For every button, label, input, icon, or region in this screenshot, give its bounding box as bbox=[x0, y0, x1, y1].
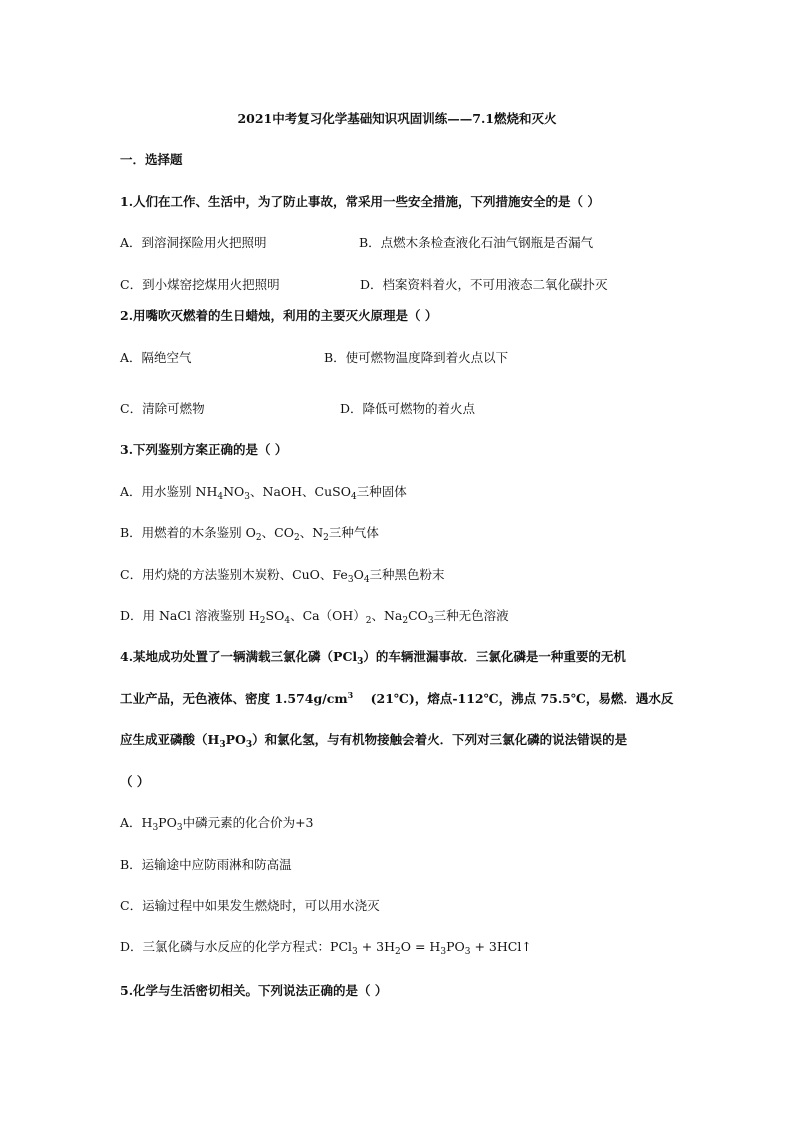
question-4-answer-blank: （ ） bbox=[120, 774, 150, 789]
question-1-option-b: B．点燃木条检查液化石油气钢瓶是否漏气 bbox=[359, 235, 594, 250]
question-5-stem: 5.化学与生活密切相关。下列说法正确的是（ ） bbox=[120, 983, 388, 998]
question-1-option-d: D．档案资料着火，不可用液态二氧化碳扑灭 bbox=[360, 277, 608, 292]
question-4-stem-line-3: 应生成亚磷酸$(H_3PO_3)$和氯化氢，与有机物接触会着火．下列对三氯化磷的说法错误的是 bbox=[120, 732, 628, 750]
question-1-stem: 1.人们在工作、生活中，为了防止事故，常采用一些安全措施，下列措施安全的是（ ） bbox=[120, 194, 600, 209]
question-3-option-b: B．用燃着的木条鉴别 $O_2$、$CO_2$、$N_2$三种气体 bbox=[120, 525, 379, 543]
question-2-option-a: A．隔绝空气 bbox=[120, 350, 192, 365]
question-2-option-c: C．清除可燃物 bbox=[120, 401, 205, 416]
question-3-stem: 3.下列鉴别方案正确的是（ ） bbox=[120, 442, 288, 457]
question-4-option-c: C．运输过程中如果发生燃烧时，可以用水浇灭 bbox=[120, 898, 380, 913]
question-1-option-c: C．到小煤窑挖煤用火把照明 bbox=[120, 277, 280, 292]
question-2-option-b: B．使可燃物温度降到着火点以下 bbox=[324, 350, 509, 365]
page-title: 2021中考复习化学基础知识巩固训练——7.1燃烧和灭火 bbox=[237, 111, 557, 126]
question-4-stem-line-1: 4.某地成功处置了一辆满载三氯化磷（PCl$_3$）的车辆泄漏事故．三氯化磷是一种重要的无机 bbox=[120, 649, 626, 667]
question-3-option-a: A．用水鉴别 $NH_4NO_3$、NaOH、CuSO$_4$三种固体 bbox=[120, 484, 407, 502]
section-heading: 一．选择题 bbox=[120, 152, 183, 167]
question-1-option-a: A．到溶洞探险用火把照明 bbox=[120, 235, 267, 250]
question-4-stem-line-2: 工业产品，无色液体、密度 $1.574g/cm^3$ (21℃)，熔点-112℃，沸点 75.5℃，易燃．遇水反 bbox=[120, 690, 674, 706]
question-4-option-a: A．$H_3PO_3$中磷元素的化合价为+3 bbox=[120, 815, 314, 833]
question-4-option-d: D．三氯化磷与水反应的化学方程式：$PCl_3 + 3H_2O = H_3PO_3$ + 3HCl↑ bbox=[120, 939, 532, 957]
question-4-option-b: B．运输途中应防雨淋和防高温 bbox=[120, 857, 292, 872]
chemical-equation: $PCl_3 + 3H_2O = H_3PO_3$ + 3HCl↑ bbox=[330, 939, 532, 957]
question-3-option-d: D．用 NaCl 溶液鉴别 $H_2SO_4$、$Ca(OH)_2$、$Na_2CO_3$三种无色溶液 bbox=[120, 608, 509, 626]
question-3-option-c: C．用灼烧的方法鉴别木炭粉、CuO、$Fe_3O_4$三种黑色粉末 bbox=[120, 567, 445, 585]
question-2-option-d: D．降低可燃物的着火点 bbox=[340, 401, 476, 416]
question-2-stem: 2.用嘴吹灭燃着的生日蜡烛，利用的主要灭火原理是（ ） bbox=[120, 308, 438, 323]
